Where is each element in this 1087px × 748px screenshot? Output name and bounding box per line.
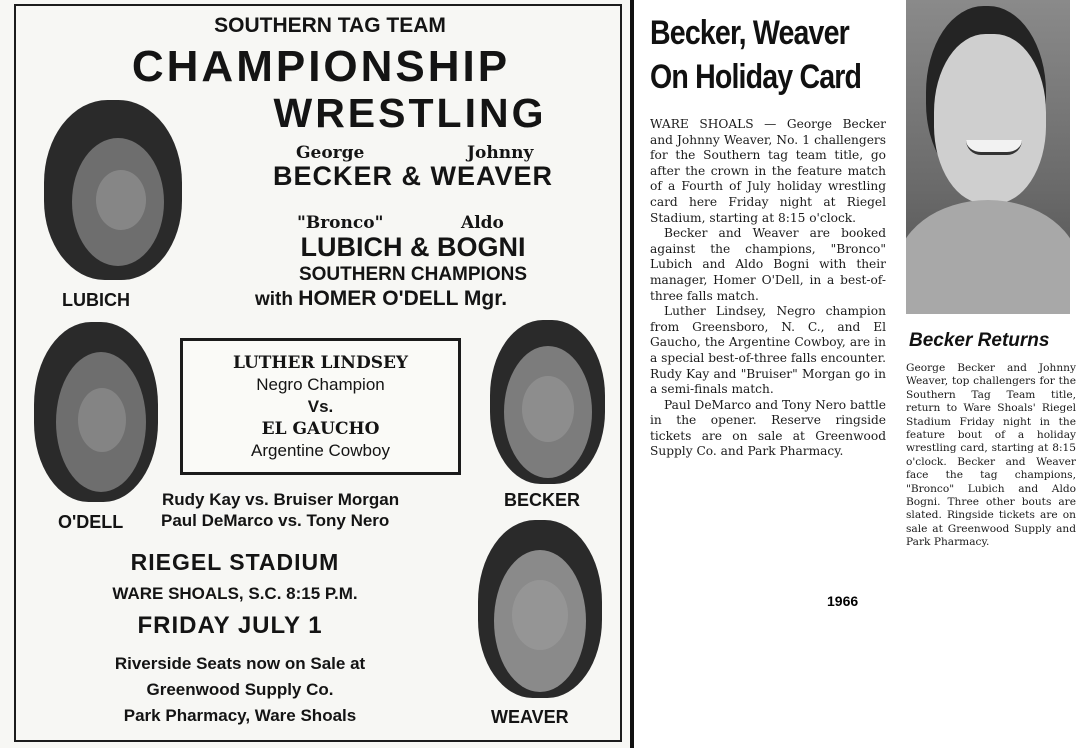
caption-title: Becker Returns (909, 330, 1050, 351)
special-match-box (180, 338, 461, 475)
odell-photo (34, 322, 158, 502)
lubich-photo (44, 100, 182, 280)
champion-team: LUBICH & BOGNI (300, 232, 526, 262)
article-body (650, 117, 886, 460)
tickets-line-1: Riverside Seats now on Sale at (114, 654, 366, 673)
year-label: 1966 (827, 593, 859, 609)
tickets-line-3: Park Pharmacy, Ware Shoals (123, 706, 357, 725)
weaver-photo (478, 520, 602, 698)
article-headline-line1: Becker, Weaver (650, 14, 849, 52)
venue-name: RIEGEL STADIUM (130, 549, 340, 575)
article-paragraph: Paul DeMarco and Tony Nero battle in the opener. Reserve ringside tickets are on sale at Greenwood Supply Co. and Park Pharmacy. (650, 397, 886, 459)
becker-first-name: George (296, 143, 365, 163)
weaver-label: WEAVER (491, 707, 569, 727)
article-paragraph: Luther Lindsey, Negro champion from Greensboro, N. C., and El Gaucho, the Argentine Cowboy, are in a special best-of-three falls encounter. Rudy Kay and "Bruiser" Morgan go in a semi-finals match. (650, 304, 886, 397)
article-paragraph: WARE SHOALS — George Becker and Johnny Weaver, No. 1 challengers for the Southern tag team title, go after the crown in the feature match of a Fourth of July holiday wrestling card here Friday night at Riegel Stadium, starting at 8:15 o'clock. (650, 117, 886, 225)
weaver-first-name: Johnny (467, 143, 534, 163)
ad-title-line2: WRESTLING (273, 90, 547, 136)
challenger-team: BECKER & WEAVER (272, 161, 554, 191)
becker-photo (490, 320, 605, 484)
odell-label: O'DELL (58, 512, 124, 532)
manager-line (255, 287, 507, 311)
lubich-label: LUBICH (62, 290, 130, 310)
undercard-bout-2: Paul DeMarco vs. Tony Nero (161, 511, 390, 530)
becker-label: BECKER (504, 490, 581, 510)
manager-prefix: with (255, 289, 293, 310)
ad-kicker: SOUTHERN TAG TEAM (214, 14, 446, 37)
becker-portrait (906, 0, 1070, 314)
event-date: FRIDAY JULY 1 (137, 612, 323, 639)
vs-label: Vs. (307, 397, 334, 416)
article-headline-line2: On Holiday Card (650, 58, 862, 96)
fighter2-title: Argentine Cowboy (251, 441, 390, 460)
ad-title-line1: CHAMPIONSHIP (131, 42, 511, 91)
tickets-line-2: Greenwood Supply Co. (146, 680, 334, 699)
undercard-bout-1: Rudy Kay vs. Bruiser Morgan (162, 490, 400, 509)
bogni-first-name: Aldo (461, 213, 504, 233)
caption-text: George Becker and Johnny Weaver, top challengers for the Southern Tag Team title, return to Ware Shoals' Riegel Stadium Friday night in the feature bout of a holiday wrestling card, starting at 8:15 o'clock. Becker and Weaver face the tag champions, "Bronco" Lubich and Aldo Bogni. Three other bouts are slated. Ringside tickets are on sale at Greenwood Supply and Park Pharmacy. (906, 362, 1076, 549)
lubich-nickname: "Bronco" (297, 213, 384, 233)
fighter1-title: Negro Champion (256, 375, 385, 394)
article-paragraph: Becker and Weaver are booked against the champions, "Bronco" Lubich and Aldo Bogni with their manager, Homer O'Dell, in a best-of-three falls match. (650, 226, 886, 303)
location-time: WARE SHOALS, S.C. 8:15 P.M. (112, 584, 358, 603)
fighter1-name: LUTHER LINDSEY (232, 353, 409, 373)
manager-name: HOMER O'DELL Mgr. (298, 287, 508, 310)
champion-title: SOUTHERN CHAMPIONS (298, 264, 527, 285)
fighter2-name: EL GAUCHO (261, 419, 380, 439)
